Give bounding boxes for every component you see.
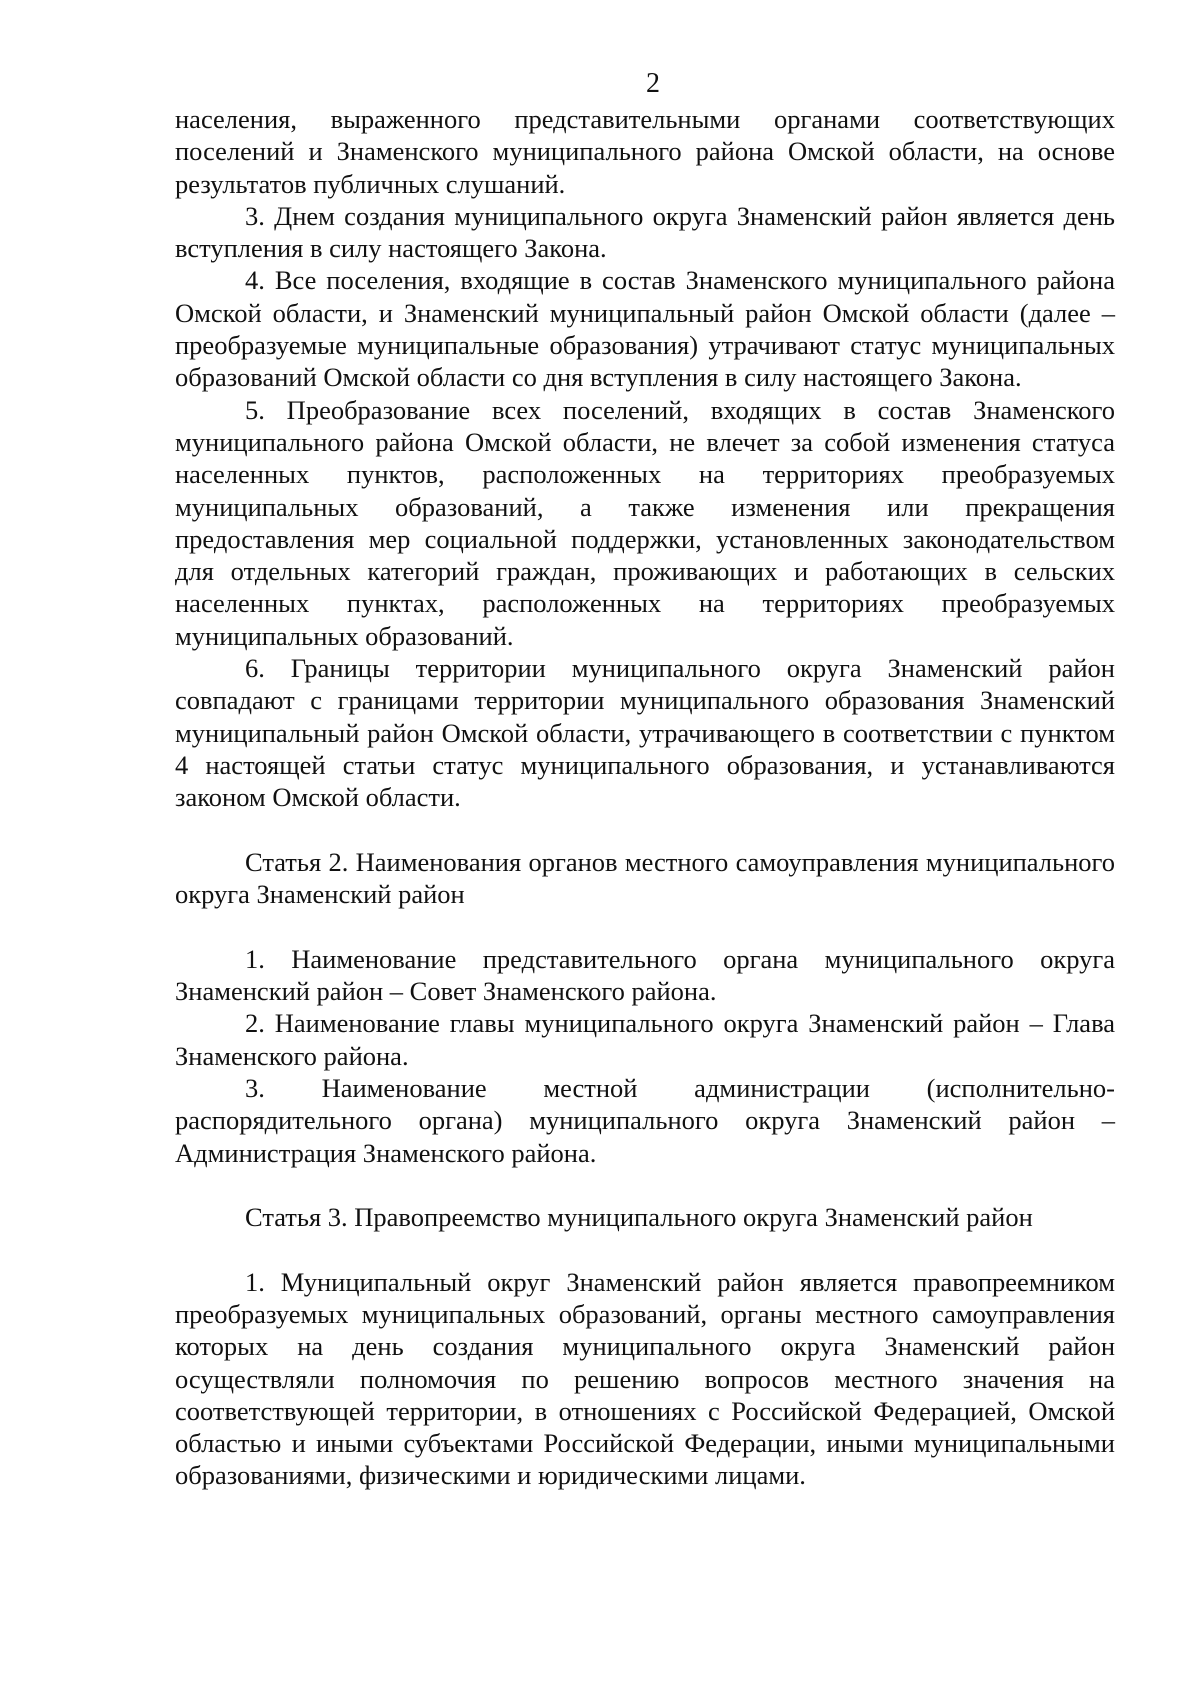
- article-2-paragraph-1: 1. Наименование представительного органа муниципального округа Знаменский район – Совет Знаменского района.: [175, 943, 1115, 1007]
- spacer: [175, 1233, 1115, 1265]
- article-2-heading: Статья 2. Наименования органов местного самоуправления муниципального округа Знаменский район: [175, 846, 1115, 910]
- document-body: [175, 103, 1115, 1492]
- article-3-paragraph-1: 1. Муниципальный округ Знаменский район является правопреемником преобразуемых муниципальных образований, органы местного самоуправления которых на день создания муниципального округа Знаменский район осуществляли полномочия по решению вопросов местного значения на соответствующей территории, в отношениях с Российской Федерацией, Омской областью и иными субъектами Российской Федерации, иными муниципальными образованиями, физическими и юридическими лицами.: [175, 1266, 1115, 1491]
- paragraph-item-3: 3. Днем создания муниципального округа Знаменский район является день вступления в силу настоящего Закона.: [175, 200, 1115, 264]
- spacer: [175, 814, 1115, 846]
- spacer: [175, 910, 1115, 942]
- article-3-heading: Статья 3. Правопреемство муниципального округа Знаменский район: [245, 1202, 1033, 1233]
- article-2-paragraph-3: 3. Наименование местной администрации (исполнительно-распорядительного органа) муниципального округа Знаменский район – Администрация Знаменского района.: [175, 1072, 1115, 1168]
- paragraph-item-6: 6. Границы территории муниципального округа Знаменский район совпадают с границами территории муниципального образования Знаменский муниципальный район Омской области, утрачивающего в соответствии с пунктом 4 настоящей статьи статус муниципального образования, и устанавливаются законом Омской области.: [175, 653, 1115, 813]
- article-2-paragraph-2: 2. Наименование главы муниципального округа Знаменский район – Глава Знаменского района.: [175, 1008, 1115, 1071]
- paragraph-item-4: 4. Все поселения, входящие в состав Знаменского муниципального района Омской области, и Знаменский муниципальный район Омской области (далее – преобразуемые муниципальные образования) утрачивают статус муниципальных образований Омской области со дня вступления в силу настоящего Закона.: [175, 265, 1115, 393]
- page-number: 2: [646, 68, 660, 99]
- paragraph-continuation: населения, выраженного представительными органами соответствующих поселений и Знаменского муниципального района Омской области, на основе результатов публичных слушаний.: [175, 104, 1115, 199]
- spacer: [175, 1169, 1115, 1201]
- paragraph-item-5: 5. Преобразование всех поселений, входящих в состав Знаменского муниципального района Омской области, не влечет за собой изменения статуса населенных пунктов, расположенных на территориях преобразуемых муниципальных образований, а также изменения или прекращения предоставления мер социальной поддержки, установленных законодательством для отдельных категорий граждан, проживающих и работающих в сельских населенных пунктах, расположенных на территориях преобразуемых муниципальных образований.: [175, 394, 1115, 651]
